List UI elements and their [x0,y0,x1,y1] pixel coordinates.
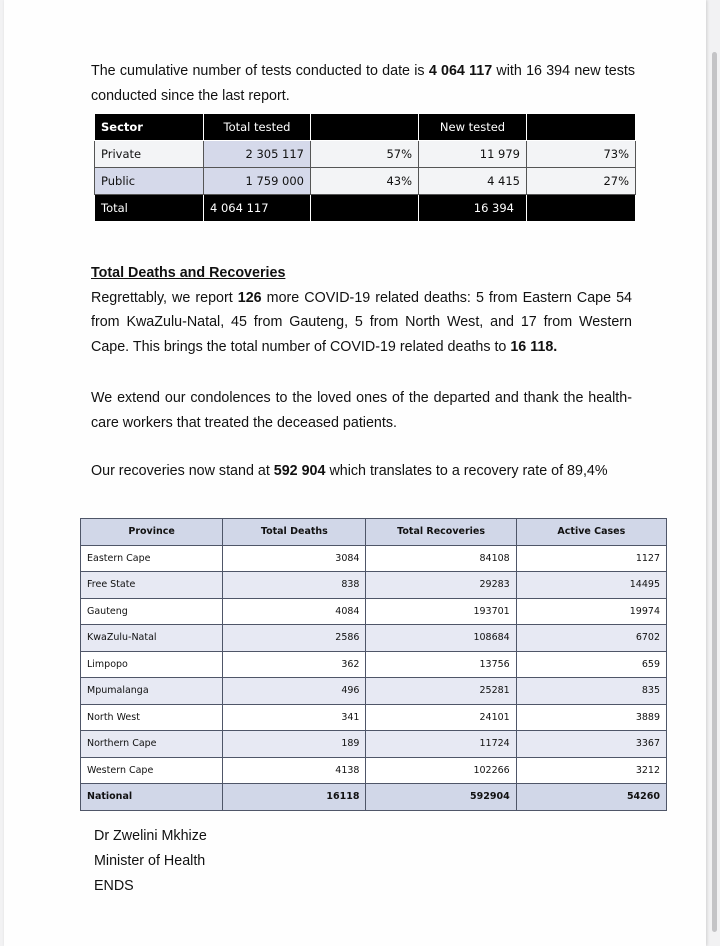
table-row [81,651,667,678]
tests-cell: 2 305 117 [204,141,311,168]
total-deaths-cell: 3084 [223,545,366,572]
active-cases-cell: 6702 [516,625,666,652]
province-header-cell: Province [81,519,223,546]
national-deaths: 16118 [223,784,366,811]
tests-cell: 43% [311,168,419,195]
deaths-total: 16 118. [510,338,558,355]
province-name: North West [81,704,223,731]
deaths-count: 126 [237,289,262,306]
tests-header-cell [527,114,636,141]
table-row [81,704,667,731]
deaths-heading: Total Deaths and Recoveries [91,265,286,281]
tests-cell: 1 759 000 [204,168,311,195]
vertical-scrollbar[interactable] [712,52,717,932]
province-name: Eastern Cape [81,545,223,572]
recoveries-text-end: which translates to a recovery rate of 89,4% [325,463,608,479]
active-cases-cell: 835 [516,678,666,705]
total-deaths-cell: 2586 [223,625,366,652]
table-row [81,678,667,705]
tests-row [95,168,636,195]
total-recoveries-cell: 24101 [366,704,516,731]
tests-total-cell: 16 394 [419,195,527,222]
deaths-section [91,261,632,359]
province-name: Free State [81,572,223,599]
province-header-cell: Active Cases [516,519,666,546]
tests-cell: 4 415 [419,168,527,195]
national-active-cases: 54260 [516,784,666,811]
table-row [81,757,667,784]
document-page [4,0,706,946]
tests-total-cell: 4 064 117 [204,195,311,222]
total-recoveries-cell: 84108 [366,545,516,572]
active-cases-cell: 14495 [516,572,666,599]
recoveries-count: 592 904 [273,463,326,479]
tests-row [95,141,636,168]
total-deaths-cell: 838 [223,572,366,599]
province-header-row [81,519,667,546]
deaths-paragraph [91,286,632,360]
tests-header-cell: Total tested [204,114,311,141]
province-name: KwaZulu-Natal [81,625,223,652]
tests-total-row [95,195,636,222]
ends-marker: ENDS [94,878,134,894]
province-total-row [81,784,667,811]
tests-cell: 73% [527,141,636,168]
province-header-cell: Total Recoveries [366,519,516,546]
intro-paragraph [91,59,635,108]
province-name: Mpumalanga [81,678,223,705]
tests-total-cell [311,195,419,222]
condolences-paragraph: We extend our condolences to the loved ones of the departed and thank the health-care workers that treated the deceased patients. [91,390,632,431]
intro-total-tests: 4 064 117 [428,63,493,79]
total-recoveries-cell: 13756 [366,651,516,678]
tests-cell: 27% [527,168,636,195]
deaths-text: Regrettably, we report [91,289,238,306]
total-deaths-cell: 4138 [223,757,366,784]
total-recoveries-cell: 193701 [366,598,516,625]
total-recoveries-cell: 25281 [366,678,516,705]
total-deaths-cell: 189 [223,731,366,758]
table-row [81,545,667,572]
active-cases-cell: 3212 [516,757,666,784]
tests-cell: Private [95,141,204,168]
province-table [80,518,667,811]
total-deaths-cell: 4084 [223,598,366,625]
total-recoveries-cell: 11724 [366,731,516,758]
active-cases-cell: 659 [516,651,666,678]
table-row [81,572,667,599]
table-row [81,598,667,625]
tests-cell: Public [95,168,204,195]
tests-header-cell: Sector [95,114,204,141]
total-deaths-cell: 496 [223,678,366,705]
national-label: National [81,784,223,811]
active-cases-cell: 19974 [516,598,666,625]
province-name: Northern Cape [81,731,223,758]
total-recoveries-cell: 29283 [366,572,516,599]
tests-header-cell [311,114,419,141]
recoveries-paragraph [91,459,651,484]
tests-cell: 11 979 [419,141,527,168]
recoveries-text: Our recoveries now stand at [91,463,274,479]
tests-cell: 57% [311,141,419,168]
intro-text: The cumulative number of tests conducted to date is [91,63,429,79]
province-name: Gauteng [81,598,223,625]
province-name: Limpopo [81,651,223,678]
national-recoveries: 592904 [366,784,516,811]
tests-header-row [95,114,636,141]
active-cases-cell: 1127 [516,545,666,572]
tests-table [94,113,636,222]
table-row [81,731,667,758]
signature-block [94,824,207,899]
signature-title: Minister of Health [94,853,206,869]
deaths-text-rest: more COVID-19 related deaths: 5 from Eastern Cape 54 from KwaZulu-Natal, 45 from Gauteng, 5 from North West, and 17 from Western Cape. This brings the total number of COVID-19 related deaths to [91,289,632,355]
total-recoveries-cell: 102266 [366,757,516,784]
province-header-cell: Total Deaths [223,519,366,546]
intro-text-end: with 16 394 new tests conducted since the last report. [91,63,635,104]
total-deaths-cell: 362 [223,651,366,678]
total-recoveries-cell: 108684 [366,625,516,652]
signature-name: Dr Zwelini Mkhize [94,828,207,844]
tests-header-cell: New tested [419,114,527,141]
province-name: Western Cape [81,757,223,784]
tests-total-cell: Total [95,195,204,222]
active-cases-cell: 3889 [516,704,666,731]
table-row [81,625,667,652]
total-deaths-cell: 341 [223,704,366,731]
active-cases-cell: 3367 [516,731,666,758]
tests-total-cell [527,195,636,222]
